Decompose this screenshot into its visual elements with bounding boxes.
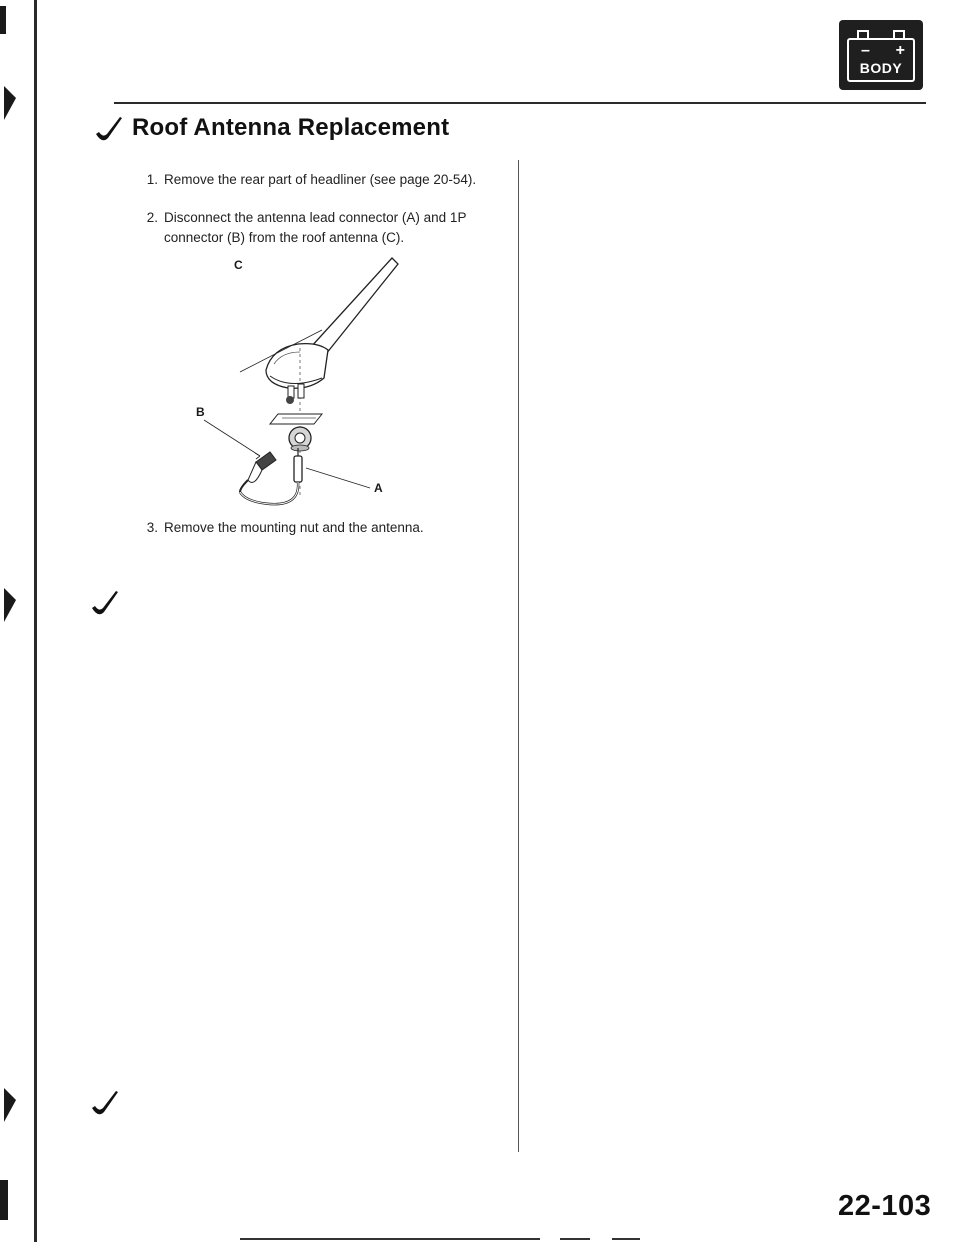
section-title: Roof Antenna Replacement	[132, 114, 450, 141]
checkmark-icon	[90, 1088, 120, 1118]
edge-tab-mark	[4, 86, 16, 120]
binding-rule	[34, 0, 37, 1242]
label-b: B	[196, 405, 205, 419]
step-text: Disconnect the antenna lead connector (A) and 1P connector (B) from the roof antenna (C).	[164, 210, 467, 245]
roof-antenna-diagram	[196, 248, 420, 516]
battery-signs	[861, 43, 905, 59]
plus-sign: +	[895, 42, 905, 59]
page-number: 22-103	[838, 1190, 932, 1222]
step-number: 3.	[146, 520, 158, 535]
footer-rule	[612, 1238, 640, 1240]
binding-mark-top	[0, 6, 6, 34]
battery-terminal	[857, 30, 869, 38]
checkmark-icon	[90, 588, 120, 618]
column-divider	[518, 160, 519, 1152]
section-badge-label: BODY	[859, 60, 903, 76]
step-text: Remove the mounting nut and the antenna.	[164, 520, 424, 535]
battery-body-icon	[839, 20, 923, 90]
step-number: 1.	[146, 172, 158, 187]
label-a: A	[374, 481, 383, 495]
binding-mark-bottom	[0, 1180, 8, 1220]
edge-tab-mark	[4, 588, 16, 622]
header-rule	[114, 102, 926, 104]
step-text: Remove the rear part of headliner (see page 20-54).	[164, 172, 477, 187]
step-number: 2.	[146, 210, 158, 225]
footer-rule	[240, 1238, 540, 1240]
minus-sign: –	[861, 42, 870, 59]
label-c: C	[234, 258, 243, 272]
footer-rule	[560, 1238, 590, 1240]
battery-body-frame	[847, 38, 915, 82]
battery-terminal	[893, 30, 905, 38]
edge-tab-mark	[4, 1088, 16, 1122]
checkmark-icon	[94, 114, 124, 144]
